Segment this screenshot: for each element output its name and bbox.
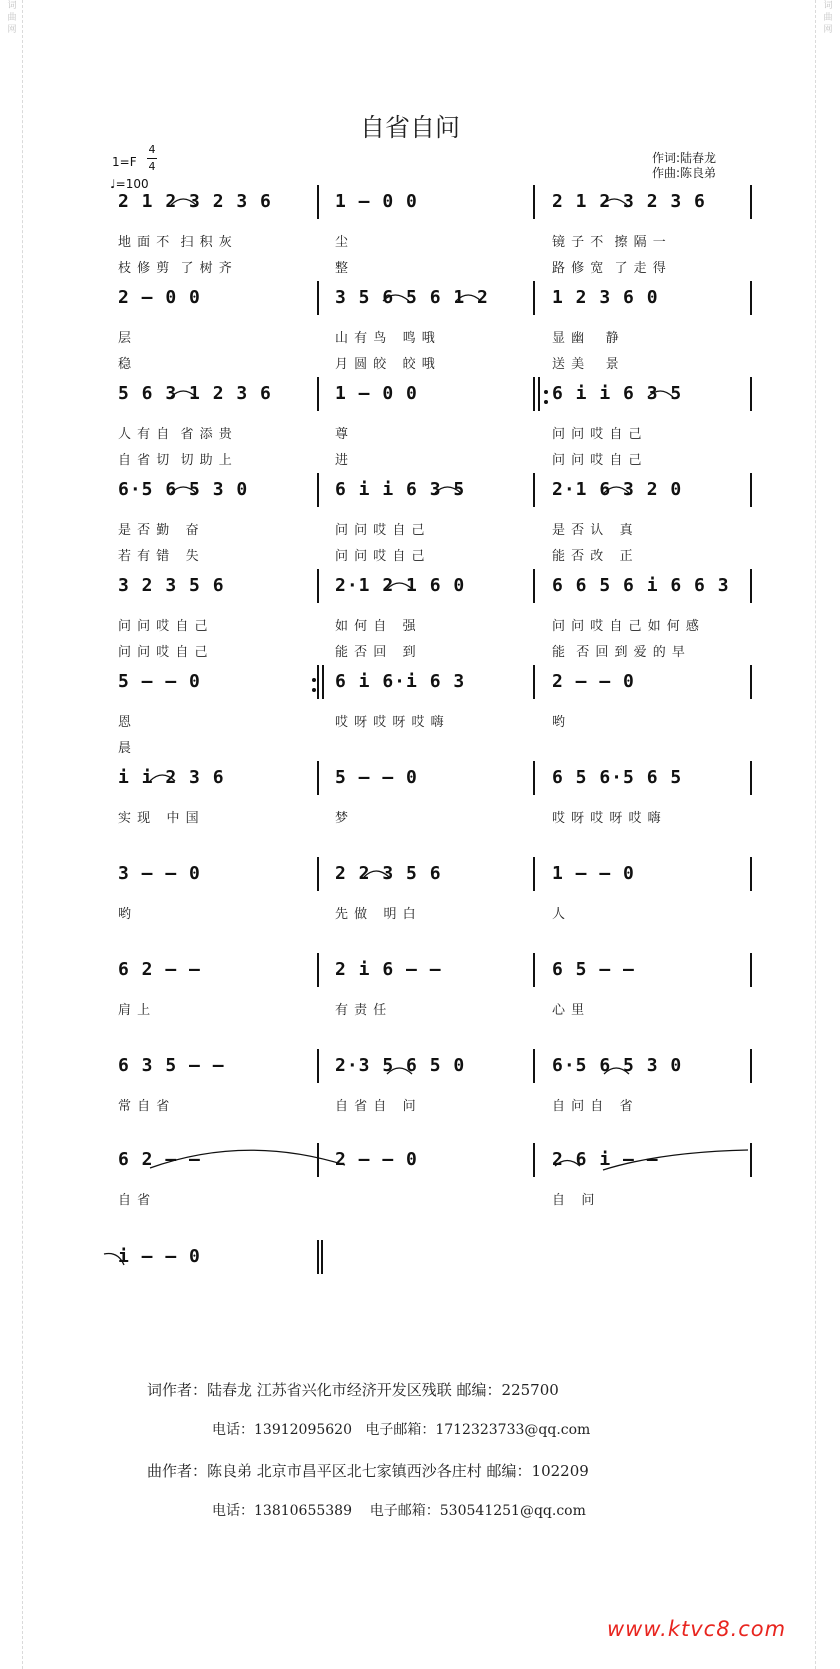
footer-lyricist-contact: 电话：13912095620 电子邮箱：1712323733@qq.com [212, 1422, 591, 1438]
lyricist-credit: 作词:陆春龙 [652, 151, 717, 165]
measure-notes: 2 – – 0 [552, 671, 635, 692]
lyric-line-1: 自 省 自 问 [335, 1099, 417, 1114]
measure-notes: 3 – – 0 [118, 863, 201, 884]
slur-arc [648, 391, 673, 397]
slur-arc [387, 1068, 412, 1074]
slur-arc [603, 1150, 748, 1170]
tempo-mark: ♩=100 [110, 177, 149, 191]
lyric-line-1: 哎 呀 哎 呀 哎 嗨 [552, 811, 662, 826]
lyric-line-1: 自 问 自 省 [552, 1099, 634, 1114]
lyric-line-2: 进 [335, 453, 350, 468]
lyric-line-1: 镜 子 不 擦 隔 一 [552, 235, 667, 250]
lyric-line-1: 哟 [118, 907, 133, 922]
lyric-line-1: 常 自 省 [118, 1099, 171, 1114]
measure-notes: 6 5 – – [552, 959, 635, 980]
measure-notes: 1 – 0 0 [335, 383, 418, 404]
measure-notes: 1 2 3 6 0 [552, 287, 659, 308]
measure-notes: 2 1 2 3 2 3 6 [118, 191, 272, 212]
lyric-line-1: 问 问 哎 自 己 [118, 619, 209, 634]
slur-arc [171, 391, 196, 397]
side-watermark-left: 词 曲 网 [7, 1, 17, 35]
lyric-line-2: 问 问 哎 自 己 [335, 549, 426, 564]
time-signature-top: 4 [148, 143, 156, 156]
measure-notes: 6·5 6 5 3 0 [118, 479, 249, 500]
lyric-line-2: 自 省 切 切 助 上 [118, 453, 233, 468]
footer-composer-address: 曲作者：陈良弟 北京市昌平区北七家镇西沙各庄村 邮编：102209 [147, 1462, 589, 1480]
lyric-line-1: 人 [552, 907, 567, 922]
slur-arc [604, 1068, 629, 1074]
lyric-line-2: 能 否 回 到 爱 的 早 [552, 645, 686, 660]
measure-notes: 2 – – 0 [335, 1149, 418, 1170]
lyric-line-1: 心 里 [552, 1003, 586, 1018]
measure-notes: 3 2 3 5 6 [118, 575, 225, 596]
measure-notes: 2·1 2 1 6 0 [335, 575, 466, 596]
lyric-line-2: 问 问 哎 自 己 [552, 453, 643, 468]
slur-arc [383, 295, 409, 301]
slur-arc [150, 775, 175, 781]
measure-notes: 6 2 – – [118, 959, 201, 980]
lyric-line-1: 自 省 [118, 1193, 152, 1208]
slur-arc [387, 583, 412, 589]
measure-notes: 6 3 5 – – [118, 1055, 225, 1076]
slur-arc [435, 487, 461, 493]
lyric-line-1: 问 问 哎 自 己 [335, 523, 426, 538]
lyric-line-2: 枝 修 剪 了 树 齐 [118, 261, 233, 276]
lyric-line-1: 如 何 自 强 [335, 619, 417, 634]
measure-notes: 2 6 i – – [552, 1149, 659, 1170]
lyric-line-1: 层 [118, 331, 133, 346]
site-watermark: www.ktvc8.com [607, 1617, 787, 1641]
slur-arc [456, 295, 481, 301]
measure-notes: i i 2 3 6 [118, 767, 225, 788]
measure-notes: 3 5 6 5 6 1 2 [335, 287, 489, 308]
slur-arc [171, 199, 196, 205]
measure-notes: 5 6 3 1 2 3 6 [118, 383, 272, 404]
lyric-line-1: 肩 上 [118, 1003, 152, 1018]
lyric-line-2: 送 美 景 [552, 357, 620, 372]
lyric-line-2: 若 有 错 失 [118, 549, 200, 564]
measure-notes: i – – 0 [118, 1246, 201, 1267]
measure-notes: 6 i i 6 3 5 [552, 383, 683, 404]
lyric-line-1: 尊 [335, 427, 350, 442]
side-watermark-right: 词 曲 网 [823, 1, 833, 35]
measure-notes: 2 – 0 0 [118, 287, 201, 308]
lyric-line-1: 实 现 中 国 [118, 811, 200, 826]
slur-arc [150, 1150, 345, 1168]
slur-arc [104, 1253, 124, 1265]
measure-notes: 6 i i 6 3 5 [335, 479, 466, 500]
lyric-line-2: 路 修 宽 了 走 得 [552, 261, 667, 276]
measure-notes: 6 i 6·i 6 3 [335, 671, 466, 692]
slur-arc [364, 871, 389, 877]
lyric-line-1: 恩 [118, 715, 133, 730]
measure-notes: 1 – 0 0 [335, 191, 418, 212]
lyric-line-1: 山 有 鸟 鸣 哦 [335, 331, 436, 346]
measure-notes: 2 2 3 5 6 [335, 863, 442, 884]
song-title: 自省自问 [359, 113, 460, 142]
lyric-line-1: 地 面 不 扫 积 灰 [118, 235, 233, 250]
measure-notes: 6 6 5 6 i 6 6 3 [552, 575, 730, 596]
measure-notes: 2·3 5 6 5 0 [335, 1055, 466, 1076]
time-signature-bottom: 4 [148, 160, 156, 173]
lyric-line-2: 能 否 回 到 [335, 645, 417, 660]
composer-credit: 作曲:陈良弟 [652, 166, 717, 180]
footer-composer-contact: 电话：13810655389 电子邮箱：530541251@qq.com [212, 1503, 586, 1519]
lyric-line-1: 尘 [335, 235, 350, 250]
lyric-line-2: 能 否 改 正 [552, 549, 634, 564]
measure-notes: 1 – – 0 [552, 863, 635, 884]
measure-notes: 6 5 6·5 6 5 [552, 767, 683, 788]
slur-arc [171, 487, 196, 493]
measure-notes: 6 2 – – [118, 1149, 201, 1170]
lyric-line-2: 问 问 哎 自 己 [118, 645, 209, 660]
measure-notes: 5 – – 0 [118, 671, 201, 692]
key-signature: 1=F [112, 155, 137, 169]
measure-notes: 2 i 6 – – [335, 959, 442, 980]
lyric-line-2: 整 [335, 261, 350, 276]
footer-lyricist-address: 词作者：陆春龙 江苏省兴化市经济开发区残联 邮编：225700 [147, 1381, 559, 1399]
lyric-line-1: 先 做 明 白 [335, 907, 417, 922]
lyric-line-2: 月 圆 皎 皎 哦 [335, 357, 436, 372]
lyric-line-1: 是 否 勤 奋 [118, 523, 200, 538]
lyric-line-2: 晨 [118, 741, 133, 756]
lyric-line-1: 是 否 认 真 [552, 523, 634, 538]
measure-notes: 5 – – 0 [335, 767, 418, 788]
measure-notes: 2 1 2 3 2 3 6 [552, 191, 706, 212]
measure-notes: 2·1 6 3 2 0 [552, 479, 683, 500]
lyric-line-1: 有 责 任 [335, 1003, 388, 1018]
lyric-line-1: 自 问 [552, 1193, 596, 1208]
lyric-line-1: 哎 呀 哎 呀 哎 嗨 [335, 715, 445, 730]
lyric-line-1: 问 问 哎 自 己 [552, 427, 643, 442]
lyric-line-1: 问 问 哎 自 己 如 何 感 [552, 619, 700, 634]
lyric-line-1: 哟 [552, 715, 567, 730]
lyric-line-2: 稳 [118, 357, 133, 372]
slur-arc [555, 1161, 580, 1167]
lyric-line-1: 梦 [335, 811, 350, 826]
slur-arc [604, 487, 629, 493]
measure-notes: 6·5 6 5 3 0 [552, 1055, 683, 1076]
slur-arc [602, 199, 627, 205]
lyric-line-1: 人 有 自 省 添 贵 [118, 427, 233, 442]
lyric-line-1: 显 幽 静 [552, 331, 620, 346]
